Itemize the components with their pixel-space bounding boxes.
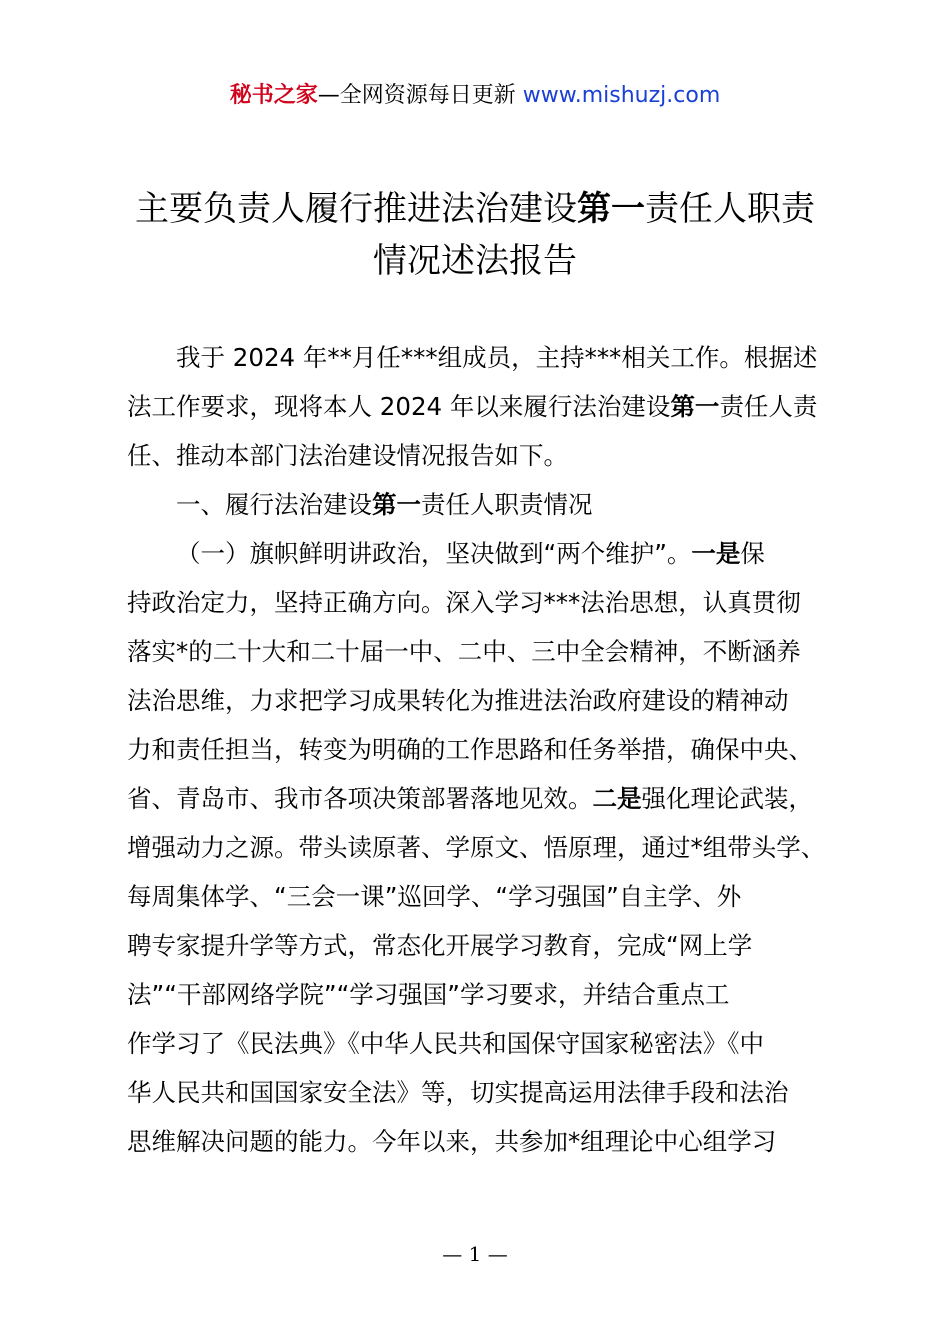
paragraph-line: 增强动力之源。带头读原著、学原文、悟原理，通过*组带头学、 [127,833,826,862]
header-tagline: —全网资源每日更新 [317,83,523,108]
paragraph-line: 法工作要求，现将本人 2024 年以来履行法治建设第一责任人责 [127,392,818,421]
paragraph-line: 任、推动本部门法治建设情况报告如下。 [127,441,568,470]
document-title [0,183,950,287]
paragraph-line: 落实*的二十大和二十届一中、二中、三中全会精神，不断涵养 [127,637,801,666]
title-line-2: 情况述法报告 [373,241,577,281]
paragraph-line: 聘专家提升学等方式，常态化开展学习教育，完成“网上学 [127,931,753,960]
paragraph-line: 每周集体学、“三会一课”巡回学、“学习强国”自主学、外 [127,882,742,911]
site-header [0,80,950,112]
site-url-link[interactable]: www.mishuzj.com [522,83,721,108]
paragraph-line: 华人民共和国国家安全法》等，切实提高运用法律手段和法治 [127,1078,789,1107]
title-line-1: 主要负责人履行推进法治建设第一责任人职责 [135,189,815,229]
document-body [127,333,842,1166]
section-heading: 一、履行法治建设第一责任人职责情况 [176,490,593,519]
subsection-heading: （一）旗帜鲜明讲政治，坚决做到“两个维护”。一是保 [176,539,765,568]
paragraph-line: 法治思维，力求把学习成果转化为推进法治政府建设的精神动 [127,686,789,715]
paragraph-line: 法”“干部网络学院”“学习强国”学习要求，并结合重点工 [127,980,730,1009]
paragraph-line: 作学习了《民法典》《中华人民共和国保守国家秘密法》《中 [127,1029,764,1058]
paragraph-line: 我于 2024 年**月任***组成员，主持***相关工作。根据述 [176,343,818,372]
brand-name: 秘书之家 [229,83,318,108]
paragraph-line: 省、青岛市、我市各项决策部署落地见效。二是强化理论武装， [127,784,813,813]
page-number: — 1 — [442,1242,508,1266]
paragraph-line: 力和责任担当，转变为明确的工作思路和任务举措，确保中央、 [127,735,813,764]
paragraph-line: 思维解决问题的能力。今年以来，共参加*组理论中心组学习 [127,1127,777,1156]
paragraph-line: 持政治定力，坚持正确方向。深入学习***法治思想，认真贯彻 [127,588,801,617]
